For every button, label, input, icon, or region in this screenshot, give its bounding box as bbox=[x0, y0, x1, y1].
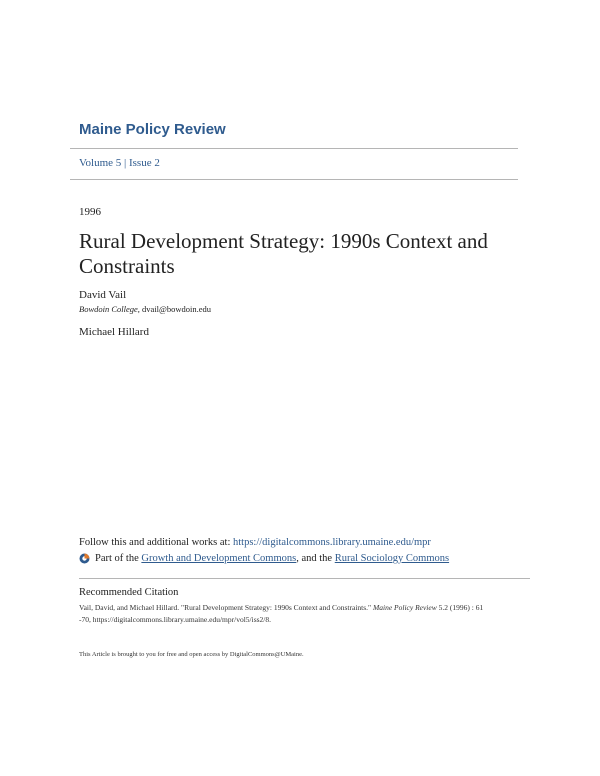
access-footer-note: This Article is brought to you for free and open access by DigitalCommons@UMaine. bbox=[79, 651, 304, 658]
author-institution: Bowdoin College bbox=[79, 304, 138, 314]
follow-line bbox=[79, 537, 431, 548]
header-divider-bottom bbox=[70, 179, 518, 180]
commons-network-icon bbox=[79, 553, 90, 564]
follow-url-link[interactable]: https://digitalcommons.library.umaine.edu/mpr bbox=[233, 537, 431, 548]
author-affiliation bbox=[79, 304, 211, 314]
citation-volume-pages: 5.2 (1996) : 61 bbox=[436, 603, 484, 612]
article-title: Rural Development Strategy: 1990s Context and Constraints bbox=[79, 229, 488, 278]
rural-sociology-commons-link[interactable]: Rural Sociology Commons bbox=[334, 553, 450, 564]
citation-url-line: -70, https://digitalcommons.library.umaine.edu/mpr/vol5/iss2/8. bbox=[79, 615, 271, 624]
volume-separator: | bbox=[124, 157, 127, 169]
part-of-middle: , and the bbox=[296, 553, 333, 564]
author-name: David Vail bbox=[79, 289, 127, 301]
author-name: Michael Hillard bbox=[79, 326, 149, 338]
follow-label: Follow this and additional works at: bbox=[79, 537, 233, 548]
citation-text bbox=[79, 602, 529, 626]
citation-authors-title: Vail, David, and Michael Hillard. "Rural Development Strategy: 1990s Context and Constraints." bbox=[79, 603, 373, 612]
growth-development-commons-link[interactable]: Growth and Development Commons bbox=[141, 553, 297, 564]
part-of-prefix: Part of the bbox=[95, 553, 139, 564]
volume-issue-line bbox=[79, 157, 160, 169]
citation-journal: Maine Policy Review bbox=[373, 603, 437, 612]
journal-title-link[interactable]: Maine Policy Review bbox=[79, 121, 226, 138]
part-of-line bbox=[79, 553, 449, 564]
recommended-citation-heading: Recommended Citation bbox=[79, 587, 179, 598]
citation-divider bbox=[79, 578, 530, 579]
publication-year: 1996 bbox=[79, 206, 101, 218]
author-email: , dvail@bowdoin.edu bbox=[137, 304, 212, 314]
volume-link[interactable]: Volume 5 bbox=[79, 157, 122, 169]
header-divider-top bbox=[70, 148, 518, 149]
issue-link[interactable]: Issue 2 bbox=[128, 157, 160, 169]
